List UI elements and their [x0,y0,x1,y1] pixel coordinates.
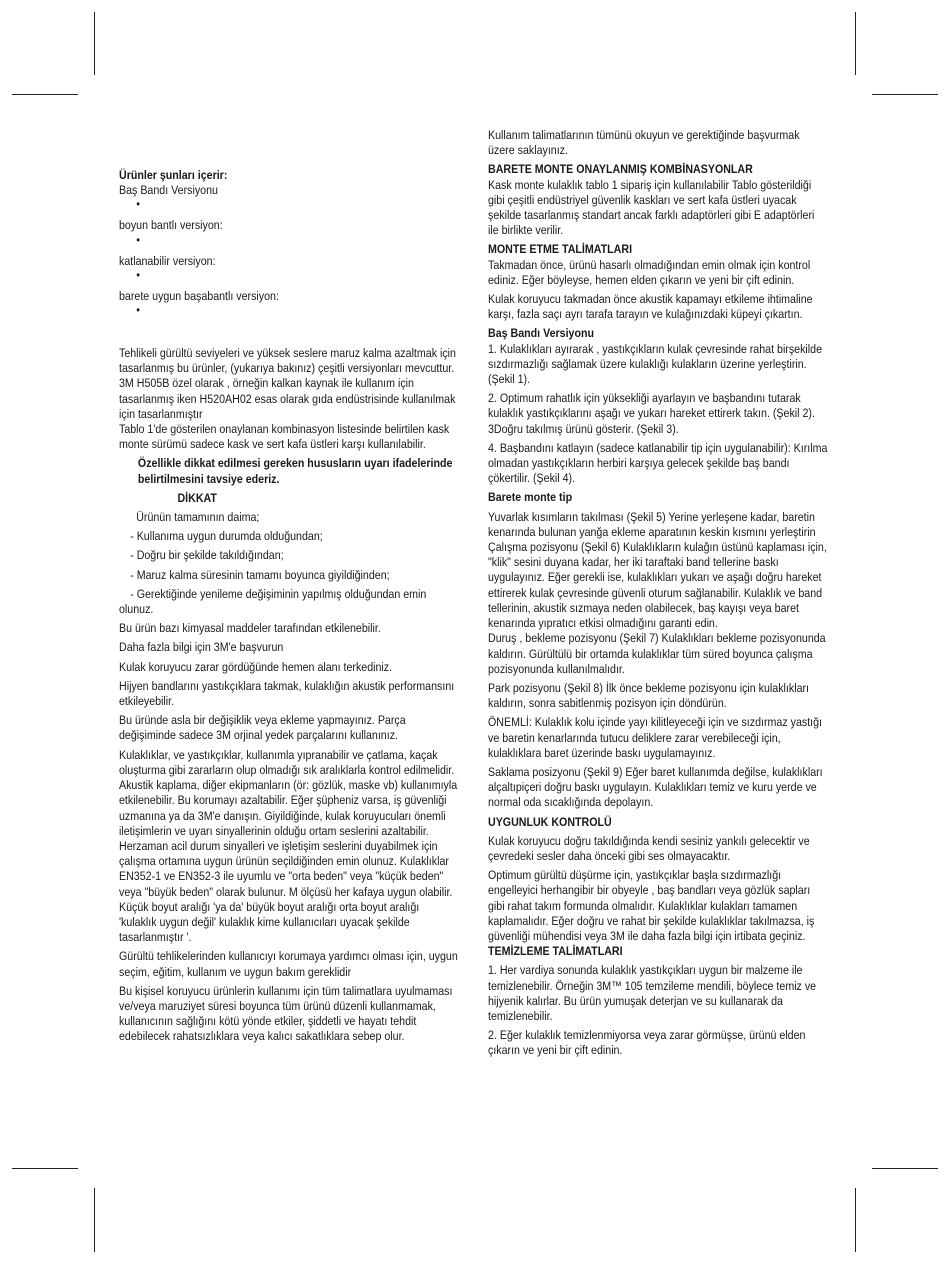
paragraph-approved-combinations: Kask monte kulaklık tablo 1 sipariş için kullanılabilir Tablo gösterildiği gibi çeşitli endüstriyel güvenlik kaskları ve sert kafa üstleri uyacak şekilde tasarlanmış standart ancak farklı adaptörleri gibi E adaptörleri ile birlikte verilir. [488,177,815,238]
crop-mark-top-right-vertical [855,12,856,75]
crop-mark-top-left-horizontal [12,94,78,95]
paragraph-damage: Kulak koruyucu zarar gördüğünde hemen alanı terkediniz. [119,659,393,674]
dikkat-item: - Maruz kalma süresinin tamamı boyunca giyildiğinden; [130,567,390,582]
paragraph-cleaning-2: 2. Eğer kulaklık temizlenmiyorsa veya zarar görmüşse, ürünü elden çıkarın ve yeni bir çift edinin. [488,1028,806,1058]
paragraph-headband-step1: 1. Kulaklıkları ayırarak , yastıkçıkların kulak çevresinde rahat birşekilde sızdırmazlığı sağlamak üzere kulaklığı kulakların üzerine yerleştirin. (Şekil 1). [488,341,823,387]
bullet: • [136,303,140,318]
version-neckband: boyun bantlı versiyon: [119,218,223,233]
paragraph-headband-step4: 4. Başbandını katlayın (sadece katlanabilir tip için uygulanabilir): Kırılma olmadan yastıkçıkların herbiri karşıya gelecek şekilde baş bandı çökertilir. (Şekil 4). [488,440,828,486]
paragraph-table1: Tablo 1'de gösterilen onaylanan kombinasyon listesinde belirtilen kask monte sürümü sadece kask ve sert kafa üstleri karşı kullanılabilir. [119,422,450,452]
crop-mark-top-right-horizontal [872,94,938,95]
bullet: • [136,267,140,282]
bullet: • [136,197,140,212]
paragraph-selection: Gürültü tehlikelerinden kullanıcıyı korumaya yardımcı olması için, uygun seçim, eğitim, kullanım ve uygun bakım gereklidir [119,949,458,979]
paragraph-fit-check-1: Kulak koruyucu doğru takıldığında kendi sesiniz yankılı gelecektir ve çevredeki sesler daha önceki gibi ses olmayacaktır. [488,833,810,863]
right-column [488,128,828,1059]
paragraph-intro: Tehlikeli gürültü seviyeleri ve yüksek seslere maruz kalma azaltmak için tasarlanmış bu ürünler, (yukarıya bakınız) çeşitli versiyonları mevcuttur. [119,346,456,376]
attention-note: Özellikle dikkat edilmesi gereken hususların uyarı ifadelerinde belirtilmesini tavsiye ederiz. [137,456,453,486]
crop-mark-bottom-left-vertical [94,1188,95,1252]
paragraph-work-position: Çalışma pozisyonu (Şekil 6) Kulaklıkların kulağın üstünü kaplaması için, "klik" sesini duyana kadar, her iki taraftaki band tellerine baskı uygulayınız. Eğer gerekli ise, kulaklıkları yukarı ve aşağı doğru hareket ettirerek kulak çevresinde güvenli oturum sağlanabilir. Kulaklık ve band tellerinin, akustik sızmaya neden olabilecek, baş kayışı veya baret kenarında yıpratıcı etkisi olmadığını garanti edin. [488,540,827,631]
bullet: • [136,232,140,247]
paragraph-fit-check-2: Optimum gürültü düşürme için, yastıkçıklar başla sızdırmazlığı engelleyici herhangibir bir obyeyle , baş bandları veya gözlük sapları gibi rahat takım formunda olmalıdır. Kulaklıklar kulakları tamamen kaplamalıdır. Eğer doğru ve rahat bir şekilde kulaklıklar takılmazsa, iş güvenliği mühendisi veya 3M ile daha fazla bilgi için irtibata geçiniz. [488,868,815,943]
crop-mark-bottom-right-vertical [855,1188,856,1252]
crop-mark-top-left-vertical [94,12,95,75]
crop-mark-bottom-left-horizontal [12,1168,78,1169]
heading-fitting-instructions: MONTE ETME TALİMATLARI [488,242,633,257]
paragraph-fitting-1: Takmadan önce, ürünü hasarlı olmadığından emin olmak için kontrol ediniz. Eğer böyleyse, hemen elden çıkarın ve yeni bir çift edinin. [488,257,811,287]
paragraph-headband-step2: 2. Optimum rahatlık için yüksekliği ayarlayın ve başbandını tutarak kulaklık yastıkçıklarını aşağı ve yukarı hareket ettirerk takın. (Şekil 2). [488,391,815,421]
version-headband: Baş Bandı Versiyonu [119,183,218,198]
paragraph-helmet-attach: Yuvarlak kısımların takılması (Şekil 5) Yerine yerleşene kadar, baretin kenarında bulunan yanğa ekleme aparatının keskin kısmını yerleştirin [488,509,816,539]
paragraph-hygiene: Hijyen bandlarını yastıkçıklara takmak, kulaklığın akustik performansını etkileyebilir. [119,678,455,709]
paragraph-fitting-2: Kulak koruyucu takmadan önce akustik kapamayı etkileme ihtimaline karşı, fazla saçı ayrı tarafa tarayın ve kulağınızdaki küpeyi çıkartın. [488,292,813,322]
crop-mark-bottom-right-horizontal [872,1168,938,1169]
contents-title: Ürünler şunları içerir: [119,168,228,182]
dikkat-intro: Ürünün tamamının daima; [136,510,260,525]
dikkat-item: - Doğru bir şekilde takıldığından; [130,548,284,563]
version-foldable: katlanabilir versiyon: [119,253,216,268]
heading-fit-check: UYGUNLUK KONTROLÜ [488,814,612,829]
heading-cleaning: TEMİZLEME TALİMATLARI [488,944,623,959]
paragraph-modification: Bu üründe asla bir değişiklik veya ekleme yapmayınız. Parça değişiminde sadece 3M orjinal yedek parçalarını kullanınız. [119,713,406,743]
paragraph-cleaning-1: 1. Her vardiya sonunda kulaklık yastıkçıkları uygun bir malzeme ile temizlenebilir. Örneğin 3M™ 105 temzileme mendili, böylece temiz ve hijyenik kalırlar. Bu ürün yumuşak deterjan ve su kullanarak da temizlenebilir. [488,963,817,1023]
paragraph-info: Daha fazla bilgi için 3M'e başvurun [119,640,284,655]
paragraph-wear: Kulaklıklar, ve yastıkçıklar, kullanımla yıpranabilir ve çatlama, kaçak oluşturma gibi zararların olup olmadığı sık aralıklarla kontrol edilmelidir. Akustik kaplama, diğer ekipmanların (ör: gözlük, maske vb) kullanımıyla etkilenebilir. Bu korumayı azaltabilir. Eğer şüpheniz varsa, iş güvenliği uzmanına ya da 3M'e danışın. Giyildiğinde, kulak koruyucuları önemli iletişimlerin ve uyarı sinyallerinin olduğu ortam seslerini azaltabilir. Herzaman acil durum sinyalleri ve işletişim seslerini duyabilmek için çalışma ortamına uygun ürünün seçildiğinden emin olunuz. Kulaklıklar EN352-1 ve EN352-3 ile uyumlu ve "orta beden" veya "küçük beden" veya "büyük beden" olarak bulunur. M ölçüsü her kafaya uygun olabilir. Küçük boyut aralığı 'ya da' büyük boyut aralığı orta boyut aralığı 'kulaklık uygun değil' kulaklık kime kullanıcıları uyacak şekilde tasarlanmıştır '. [119,747,458,945]
heading-approved-combinations: BARETE MONTE ONAYLANMIŞ KOMBİNASYONLAR [488,162,753,177]
version-helmet: barete uygun başabantlı versiyon: [119,288,279,303]
paragraph-standby-position: Duruş , bekleme pozisyonu (Şekil 7) Kulaklıkları bekleme pozisyonunda kaldırın. Gürültülü bir ortamda kulaklıklar tüm süred boyunca çalışma pozisyonunda kullanılmalıdır. [488,631,826,676]
paragraph-important: ÖNEMLİ: Kulaklık kolu içinde yayı kilitleyeceği için ve sızdırmaz yastığı ve baretin kenarlarında tutucu deliklere zarar verebileceği için, kulaklıklara baret üzerinde baskı uygulamayınız. [488,715,823,760]
dikkat-item: - Kullanıma uygun durumda olduğundan; [130,529,323,544]
dikkat-title: DİKKAT [177,490,217,505]
heading-headband-version: Baş Bandı Versiyonu [488,326,595,341]
left-column [119,128,459,1045]
heading-helmet-mounted: Barete monte tip [488,490,573,505]
dikkat-item: - Gerektiğinde yenileme değişiminin yapılmış olduğundan emin olunuz. [119,586,427,617]
paragraph-warning: Bu kişisel koruyucu ürünlerin kullanımı için tüm talimatlara uyulmaması ve/veya maruziyet süresi boyunca tüm ürünü düzenli kullanmamak, kullanıcının sağlığını kötü yönde etkiler, şiddetli ve hayatı tehdit edebilecek rahatsızlıklara veya kalıcı sakatlıklara sebep olur. [119,983,453,1044]
paragraph-headband-step3: 3Doğru takılmış ürünü gösterir. (Şekil 3). [488,421,679,436]
paragraph-chemical: Bu ürün bazı kimyasal maddeler tarafından etkilenebilir. [119,621,381,636]
paragraph-h505b: 3M H505B özel olarak , örneğin kalkan kaynak ile kullanım için tasarlanmış iken H520AH02 esas olarak gıda endüstrisinde kullanılmak için tasarlanmıştır [119,376,456,421]
paragraph-read-instructions: Kullanım talimatlarının tümünü okuyun ve gerektiğinde başvurmak üzere saklayınız. [488,128,800,158]
paragraph-storage-position: Saklama posizyonu (Şekil 9) Eğer baret kullanımda değilse, kulaklıkları alçaltıpiçeri doğru baskı uygulayın. Kulaklıkları temiz ve kuru yerde ve normal oda sıcaklığında depolayın. [488,764,823,810]
paragraph-park-position: Park pozisyonu (Şekil 8) İlk önce bekleme pozisyonu için kulaklıkları kaldırın, sonra sabitlenmiş pozisyon için döndürün. [488,680,810,711]
